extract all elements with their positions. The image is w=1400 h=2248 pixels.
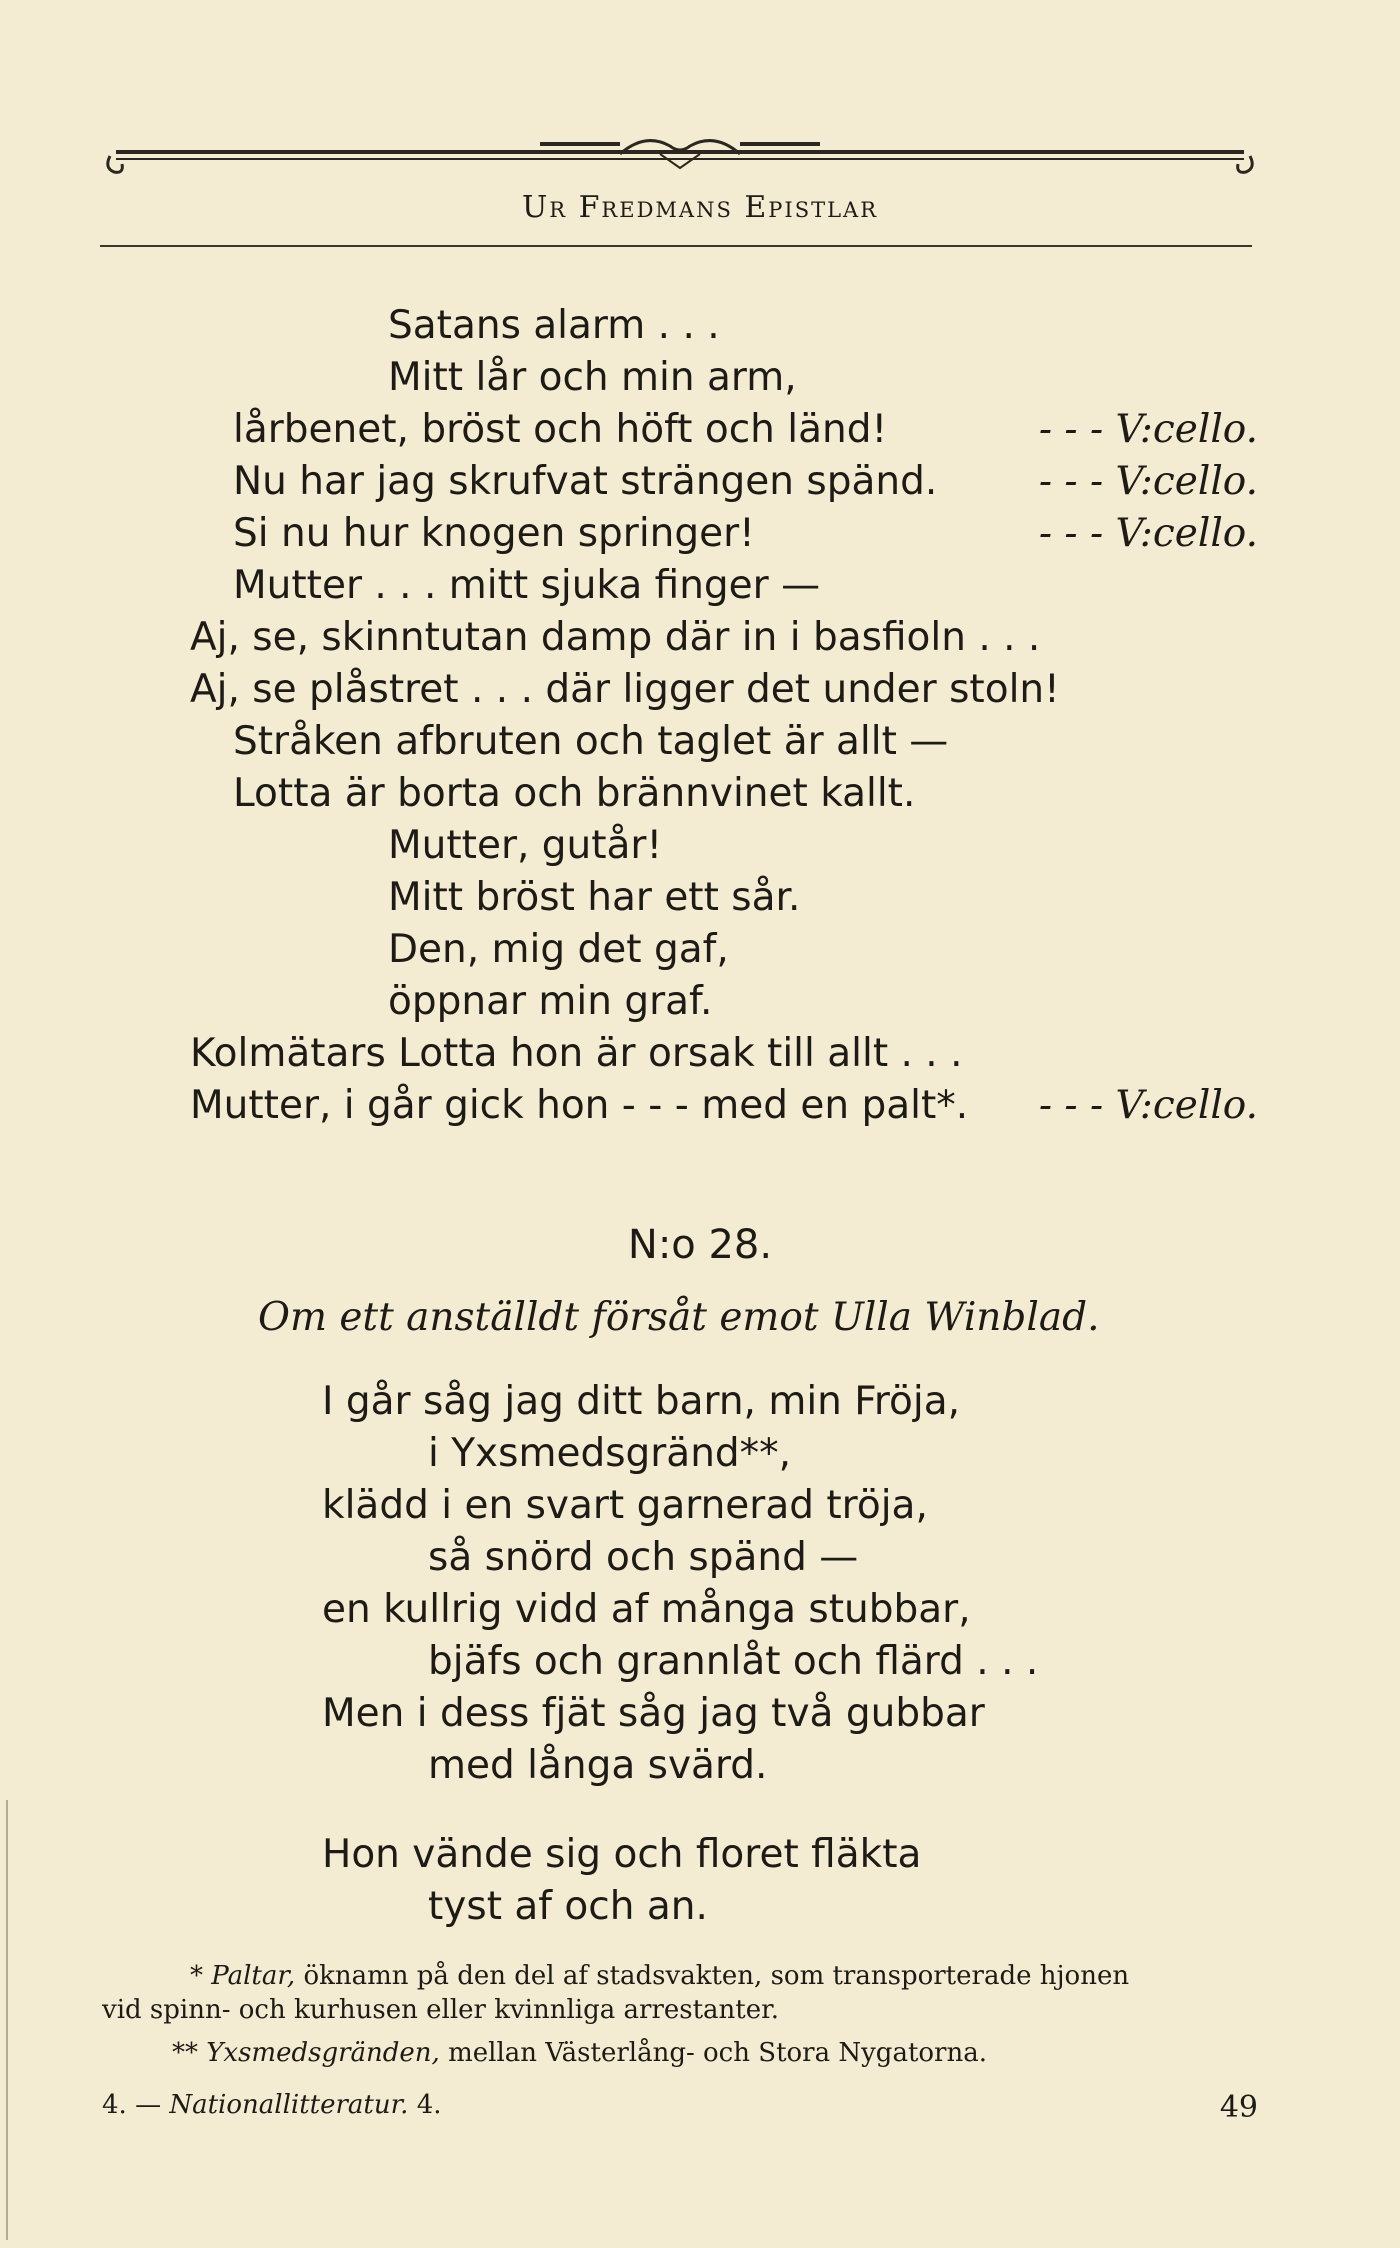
poem-line: med långa svärd.: [428, 1743, 768, 1788]
poem-line: i Yxsmedsgränd**,: [428, 1431, 792, 1476]
poem-line: lårbenet, bröst och höft och länd!: [233, 407, 888, 452]
signature-right: 4.: [416, 2090, 442, 2120]
poem-line: Mitt bröst har ett sår.: [388, 875, 801, 920]
poem-line: klädd i en svart garnerad tröja,: [322, 1483, 928, 1528]
vcello-annotation: - - - V:cello.: [1038, 459, 1258, 504]
signature-left: 4. —: [102, 2090, 162, 2120]
poem-line: en kullrig vidd af många stubbar,: [322, 1587, 971, 1632]
vcello-annotation: - - - V:cello.: [1038, 407, 1258, 452]
poem-line: Lotta är borta och brännvinet kallt.: [233, 771, 916, 816]
page-edge-shadow: [6, 1800, 8, 2240]
footnote-term: Yxsmedsgränden,: [206, 2038, 440, 2068]
printer-signature: [102, 2092, 442, 2118]
poem-line: Mutter, i går gick hon - - - med en palt*.: [190, 1083, 969, 1128]
running-head: Ur Fredmans Epistlar: [521, 190, 879, 225]
poem-line: så snörd och spänd —: [428, 1535, 859, 1580]
poem-number: N:o 28.: [627, 1222, 773, 1268]
poem-line: Nu har jag skrufvat strängen spänd.: [233, 459, 938, 504]
footnote-term: Paltar,: [211, 1961, 296, 1991]
footnote-marker: **: [172, 2038, 198, 2068]
poem-line: Den, mig det gaf,: [388, 927, 729, 972]
header-rule: [100, 245, 1252, 247]
poem-line: bjäfs och grannlåt och flärd . . .: [428, 1639, 1039, 1684]
poem-line: Hon vände sig och floret fläkta: [322, 1832, 922, 1877]
poem-line: Si nu hur knogen springer!: [233, 511, 755, 556]
poem-line: tyst af och an.: [428, 1884, 708, 1929]
poem-line: Mitt lår och min arm,: [388, 355, 797, 400]
poem-line: I går såg jag ditt barn, min Fröja,: [322, 1379, 961, 1424]
vcello-annotation: - - - V:cello.: [1038, 1083, 1258, 1128]
poem-line: Satans alarm . . .: [388, 303, 720, 348]
poem-line: Men i dess fjät såg jag två gubbar: [322, 1691, 985, 1736]
poem-line: Kolmätars Lotta hon är orsak till allt . . .: [190, 1031, 963, 1076]
vcello-annotation: - - - V:cello.: [1038, 511, 1258, 556]
poem-line: öppnar min graf.: [388, 979, 713, 1024]
footnote-2: [172, 2040, 987, 2066]
poem-line: Aj, se, skinntutan damp där in i basfioln . . .: [190, 615, 1041, 660]
ornamental-headpiece: [100, 128, 1260, 190]
poem-line: Mutter, gutår!: [388, 823, 663, 868]
poem-line: Stråken afbruten och taglet är allt —: [233, 719, 949, 764]
footnote-1-continuation: vid spinn- och kurhusen eller kvinnliga arrestanter.: [102, 1995, 779, 2025]
footnote-text: mellan Västerlång- och Stora Nygatorna.: [448, 2038, 987, 2068]
poem-line: Mutter . . . mitt sjuka finger —: [233, 563, 821, 608]
poem-line: Aj, se plåstret . . . där ligger det under stoln!: [190, 667, 1060, 712]
footnote-1: [190, 1963, 1129, 1989]
footnote-text: öknamn på den del af stadsvakten, som transporterade hjonen: [303, 1961, 1130, 1991]
signature-term: Nationallitteratur.: [169, 2090, 409, 2120]
footnote-marker: *: [190, 1961, 203, 1991]
poem-subtitle: Om ett anställdt försåt emot Ulla Winblad.: [258, 1295, 1100, 1340]
page-number: 49: [1219, 2090, 1258, 2125]
